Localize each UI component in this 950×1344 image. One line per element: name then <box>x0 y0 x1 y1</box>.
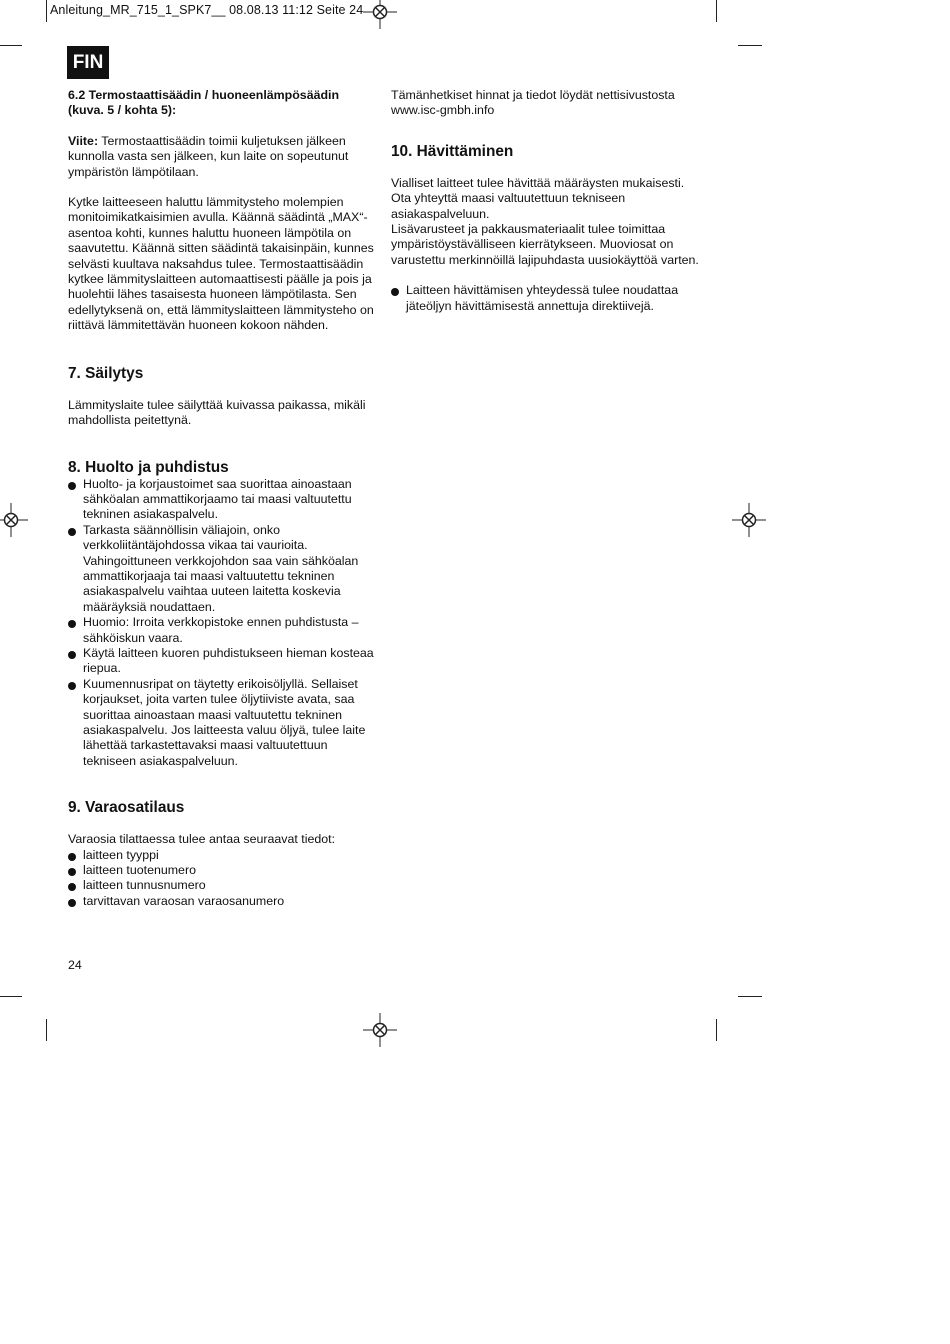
website-link[interactable]: www.isc-gmbh.info <box>391 103 495 118</box>
section-10-heading: 10. Hävittäminen <box>391 142 514 160</box>
section-6-2-title-line2: (kuva. 5 / kohta 5): <box>68 103 177 118</box>
list-item: Tarkasta säännöllisin väliajoin, onko verkkoliitäntäjohdossa vikaa tai vaurioita. Vahingoittuneen verkkojohdon saa vain sähköalan ammattikorjaaja tai maasi valtuutettu tekninen asiakaspalvelu vaihtaa uuteen laitetta koskevia määräyksiä noudattaen. <box>68 523 378 615</box>
crop-mark <box>46 1019 47 1041</box>
language-badge: FIN <box>67 46 109 79</box>
list-item: laitteen tunnusnumero <box>68 878 378 893</box>
crop-mark <box>716 0 717 22</box>
crop-mark <box>46 0 47 22</box>
storage-text: Lämmityslaite tulee säilyttää kuivassa paikassa, mikäli mahdollista peitettynä. <box>68 397 366 428</box>
crop-mark <box>738 45 762 46</box>
print-slug: Anleitung_MR_715_1_SPK7__ 08.08.13 11:12 Seite 24 <box>50 3 364 17</box>
section-6-2-title-line1: 6.2 Termostaattisäädin / huoneenlämpösäädin <box>68 88 340 102</box>
right-column <box>391 88 701 314</box>
registration-mark-icon <box>0 503 28 537</box>
disposal-list <box>391 283 701 314</box>
spare-parts-intro: Varaosia tilattaessa tulee antaa seuraavat tiedot: <box>68 832 336 847</box>
crop-mark <box>0 45 22 46</box>
crop-mark <box>716 1019 717 1041</box>
left-column <box>68 88 378 909</box>
note-text: Termostaattisäädin toimii kuljetuksen jälkeen kunnolla vasta sen jälkeen, kun laite on sopeutunut ympäristön lämpötilaan. <box>68 133 349 179</box>
thermostat-note <box>68 134 378 180</box>
list-item: Huolto- ja korjaustoimet saa suorittaa ainoastaan sähköalan ammattikorjaamo tai maasi valtuutettu tekninen asiakaspalvelu. <box>68 477 378 523</box>
registration-mark-icon <box>363 0 397 29</box>
prices-info <box>391 88 701 119</box>
crop-mark <box>0 996 22 997</box>
note-label: Viite: <box>68 133 99 148</box>
maintenance-list <box>68 477 378 770</box>
section-7-heading: 7. Säilytys <box>68 364 144 382</box>
disposal-paragraph-2: Lisävarusteet ja pakkausmateriaalit tulee toimittaa ympäristöystävälliseen kierrätykseen. Muoviosat on varustettu merkinnöillä lajipuhdasta uusiokäyttöä varten. <box>391 222 699 267</box>
thermostat-paragraph: Kytke laitteeseen haluttu lämmitysteho molempien monitoimikatkaisimien avulla. Käännä säädintä „MAX“-asentoa kohti, kunnes haluttu huoneen lämpötila on saavutettu. Käännä sitten säädintä takaisinpäin, kunnes selvästi kuultava naksahdus tulee. Termostaattisäädin kytkee lämmityslaitteen automaattisesti päälle ja pois ja huolehtii lähes tasaisesta huoneen lämpötilasta. Sen edellytyksenä on, että lämmityslaitteen lämmitysteho on riittävä lämmitettävän huoneen kokoon nähden. <box>68 195 374 333</box>
section-6-2-title <box>68 88 378 119</box>
list-item: Laitteen hävittämisen yhteydessä tulee noudattaa jäteöljyn hävittämisestä annettuja direktiivejä. <box>391 283 701 314</box>
disposal-paragraph-1: Vialliset laitteet tulee hävittää määräysten mukaisesti. Ota yhteyttä maasi valtuutettuun tekniseen asiakaspalveluun. <box>391 175 685 221</box>
page-number: 24 <box>68 958 82 972</box>
registration-mark-icon <box>732 503 766 537</box>
section-9-heading: 9. Varaosatilaus <box>68 799 185 817</box>
list-item: laitteen tyyppi <box>68 848 378 863</box>
list-item: laitteen tuotenumero <box>68 863 378 878</box>
list-item: Huomio: Irroita verkkopistoke ennen puhdistusta – sähköiskun vaara. <box>68 615 378 646</box>
list-item: tarvittavan varaosan varaosanumero <box>68 894 378 909</box>
registration-mark-icon <box>363 1013 397 1047</box>
spare-parts-list <box>68 848 378 910</box>
section-8-heading: 8. Huolto ja puhdistus <box>68 458 229 476</box>
prices-text: Tämänhetkiset hinnat ja tiedot löydät nettisivustosta <box>391 88 675 102</box>
list-item: Kuumennusripat on täytetty erikoisöljyllä. Sellaiset korjaukset, joita varten tulee öljytiiviste avata, saa suorittaa ainoastaan maasi valtuutettu tekninen asiakaspalvelu. Jos laitteesta valuu öljyä, tulee laite lähettää tarkastettavaksi maasi valtuutettuun tekniseen asiakaspalveluun. <box>68 677 378 769</box>
list-item: Käytä laitteen kuoren puhdistukseen hieman kosteaa riepua. <box>68 646 378 677</box>
crop-mark <box>738 996 762 997</box>
